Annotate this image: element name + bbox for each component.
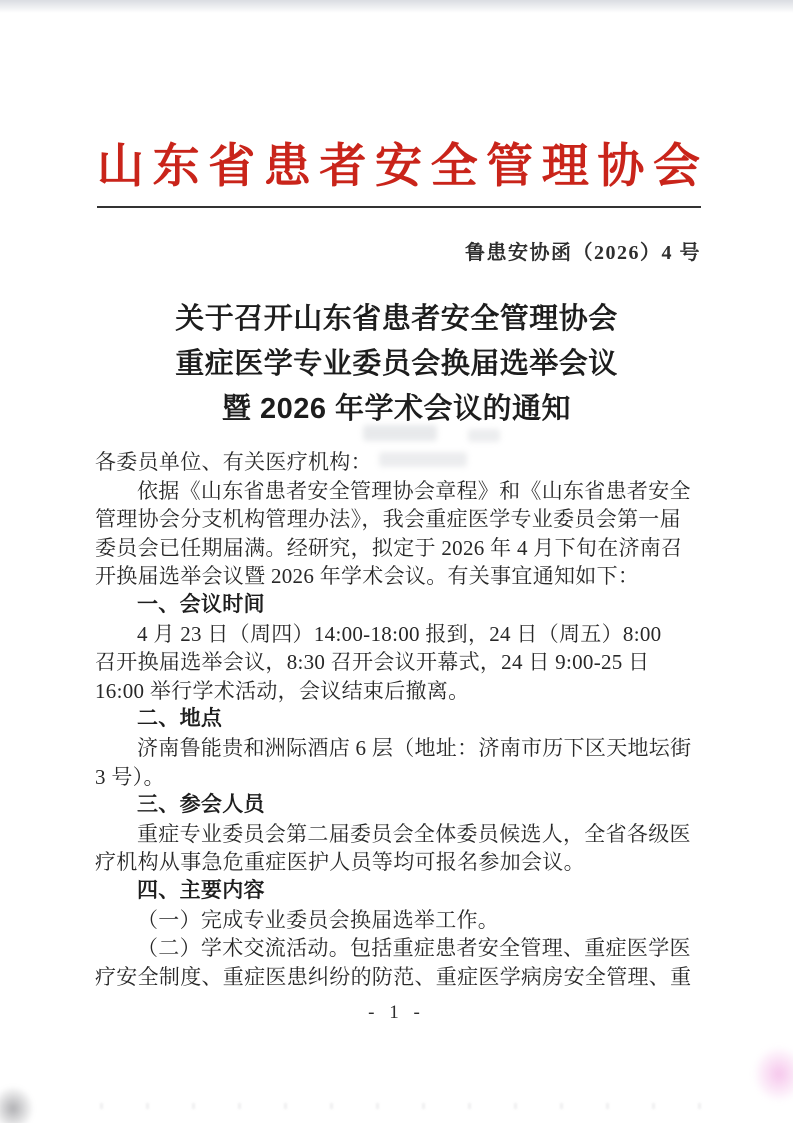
notice-title-line: 重症医学专业委员会换届选举会议 <box>175 348 618 380</box>
body-text-line: 委员会已任期届满。经研究，拟定于 2026 年 4 月下旬在济南召 <box>95 535 683 560</box>
body-text-line: 重症专业委员会第二届委员会全体委员候选人，全省各级医 <box>137 821 691 846</box>
letterhead-character: 山 <box>97 140 144 193</box>
body-text-line: 三、参会人员 <box>137 793 265 817</box>
body-text-line: 各委员单位、有关医疗机构： <box>95 450 372 474</box>
letterhead-character: 会 <box>652 140 700 193</box>
document-reference-number: 鲁患安协函（2026）4 号 <box>465 242 701 264</box>
body-text-line: 四、主要内容 <box>137 878 265 902</box>
body-text-line: 济南鲁能贵和洲际酒店 6 层（地址：济南市历下区天地坛街 <box>137 735 692 760</box>
page-number: - 1 - <box>368 1002 425 1023</box>
body-text-line: 一、会议时间 <box>137 592 265 616</box>
body-text-line: 疗安全制度、重症医患纠纷的防范、重症医学病房安全管理、重 <box>95 964 692 989</box>
body-text-line: 开换届选举会议暨 2026 年学术会议。有关事宜通知如下： <box>95 564 640 589</box>
notice-title-line: 暨 2026 年学术会议的通知 <box>221 393 572 425</box>
body-text-line: （二）学术交流活动。包括重症患者安全管理、重症医学医 <box>137 936 691 961</box>
organization-letterhead <box>97 136 700 198</box>
letterhead-character: 理 <box>541 140 589 193</box>
body-text-line: 依据《山东省患者安全管理协会章程》和《山东省患者安全 <box>137 478 691 503</box>
scan-top-edge-artifact <box>0 0 793 13</box>
letterhead-character: 全 <box>430 140 478 193</box>
notice-title-line: 关于召开山东省患者安全管理协会 <box>175 303 618 335</box>
letterhead-character: 安 <box>374 140 422 193</box>
body-text-line: 4 月 23 日（周四）14:00-18:00 报到，24 日（周五）8:00 <box>137 621 662 646</box>
body-text-line: 3 号）。 <box>95 764 165 789</box>
letterhead-character: 管 <box>486 140 534 193</box>
body-text-line: 16:00 举行学术活动，会议结束后撤离。 <box>95 678 470 703</box>
body-text-line: 管理协会分支机构管理办法》，我会重症医学专业委员会第一届 <box>95 507 681 532</box>
letterhead-character: 者 <box>319 140 367 193</box>
notice-title <box>0 297 793 432</box>
letterhead-character: 患 <box>263 140 311 193</box>
scan-smudge-artifact <box>753 1046 793 1102</box>
body-text-line: 召开换届选举会议，8:30 召开会议开幕式，24 日 9:00-25 日 <box>95 650 650 675</box>
letterhead-character: 协 <box>597 140 645 193</box>
body-text-line: （一）完成专业委员会换届选举工作。 <box>137 907 500 932</box>
letterhead-character: 省 <box>208 140 256 193</box>
letterhead-character: 东 <box>152 140 200 193</box>
body-text-line: 二、地点 <box>137 707 223 731</box>
scan-speckle-artifact <box>100 1103 733 1109</box>
letterhead-divider <box>97 206 701 208</box>
scan-corner-artifact <box>0 1086 34 1123</box>
notice-body <box>95 448 700 991</box>
body-text-line: 疗机构从事急危重症医护人员等均可报名参加会议。 <box>95 850 585 875</box>
